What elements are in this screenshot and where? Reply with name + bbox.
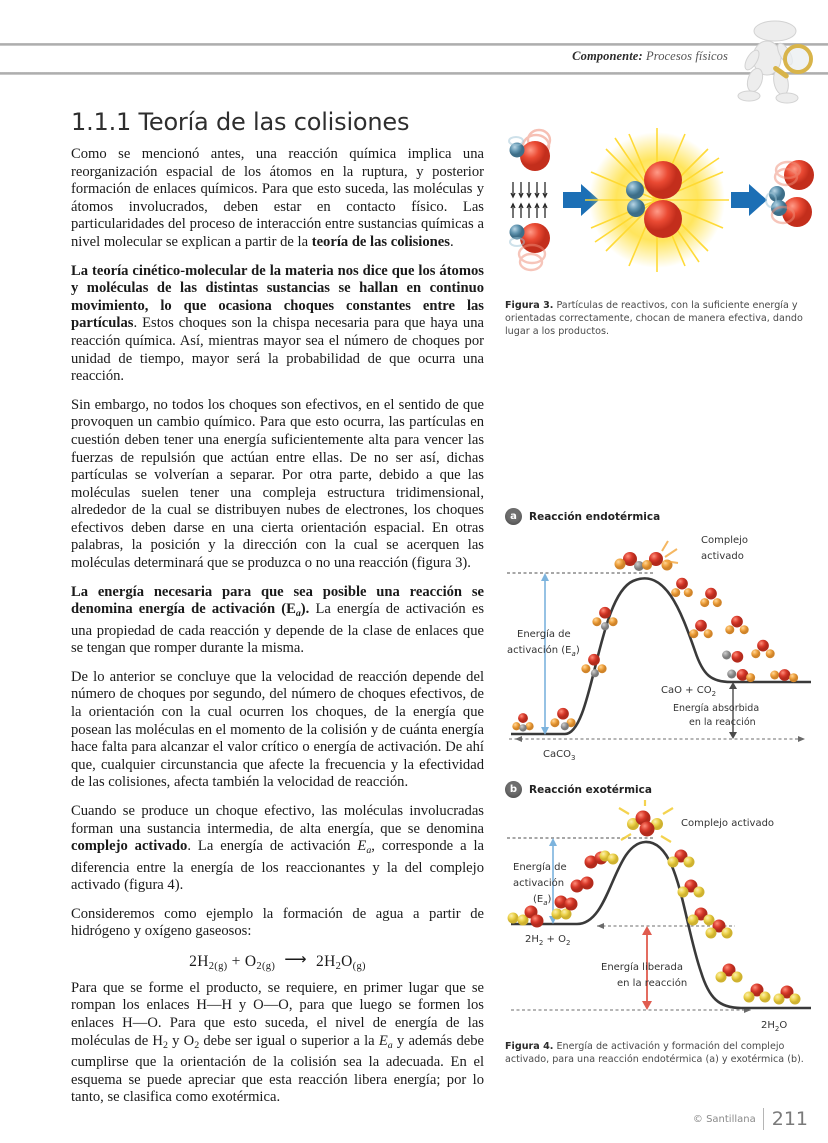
reactant-molecule-bottom — [510, 223, 551, 270]
paragraph-kinetic: La teoría cinético-molecular de la materia nos dice que los átomos y moléculas de las distintas sustancias se hallan en continuo movimiento, lo que ocasiona choques constantes entre las partículas. Estos choques son la chispa necesaria para que haya una reacción química. Así, mientras mayor sea el número de choques por unidad de tiempo, mayor será la probabilidad de que ocurra una reacción. — [71, 262, 485, 385]
figure-3-caption — [505, 299, 823, 338]
panel-b-title: Reacción exotérmica — [529, 783, 652, 796]
label-absorbed-line2: en la reacción — [689, 717, 756, 728]
baseline-arrowhead-icon — [798, 736, 805, 742]
equation-arrow-icon: ⟶ — [284, 950, 307, 968]
reactant-level-arrow-icon — [597, 923, 604, 929]
component-label: Componente: — [572, 49, 643, 63]
label-activation-b-line3: $(E_a)$ — [533, 894, 552, 907]
figure-3-caption-label: Figura 3. — [505, 300, 554, 311]
equation-h2o-sub2: (g) — [352, 960, 366, 972]
paragraph-activation-energy — [71, 584, 484, 658]
paragraph-text: , corresponde a la diferencia entre la energía de los reaccionantes y la del complejo activado (figura 4). — [71, 838, 485, 894]
paragraph-text: y O — [167, 1032, 195, 1049]
process-arrow-2-icon — [731, 184, 767, 216]
panel-a-title: Reacción endotérmica — [529, 510, 661, 523]
label-activation-b-line2: activación — [513, 878, 565, 889]
label-activation-line1: Energía de — [517, 629, 571, 640]
component-value: Procesos físicos — [645, 49, 728, 63]
paragraph-text: debe ser igual o superior a la — [199, 1032, 379, 1049]
figures-column — [505, 120, 823, 1066]
symbol-ea-2: E — [378, 1032, 388, 1049]
paragraph-bond-breaking — [71, 980, 484, 1107]
energy-curve — [511, 578, 811, 734]
copyright-text: © Santillana — [692, 1113, 756, 1125]
equation-plus: + — [231, 952, 241, 970]
label-complejo-activado-b: Complejo activado — [681, 818, 775, 829]
page-title: 1.1.1 Teoría de las colisiones — [71, 108, 410, 136]
label-reactant-caco3: CaCO$_3$ — [543, 749, 576, 762]
product-molecules — [766, 160, 814, 227]
paragraph-water-example: Consideremos como ejemplo la formación de agua a partir de hidrógeno y oxígeno gaseosos: — [71, 905, 484, 940]
motion-lines-icon — [511, 182, 547, 218]
paragraph-text: Para que se forme el producto, se requiere, en primer lugar que se rompan los enlaces H—H y O—O, para que luego se formen los enlaces H—O. Para que esto suceda, el nivel de energía de las moléculas de H — [71, 979, 484, 1049]
term-kinetic-molecular: La teoría cinético-molecular de la materia nos dice que los átomos y moléculas de las distintas sustancias se hallan en continuo movimiento, lo que ocasiona choques constantes entre las partículas — [71, 262, 484, 332]
term-activated-complex: complejo activado — [71, 838, 188, 855]
page-footer — [693, 1108, 808, 1130]
article-column — [71, 108, 484, 1118]
absorbed-arrow-head-down-icon — [729, 732, 737, 739]
label-complejo-line1: Complejo — [701, 535, 749, 546]
label-activation-b-line1: Energía de — [513, 862, 567, 873]
activation-arrow-head-up-icon — [541, 573, 549, 581]
figure-3-illustration — [505, 120, 821, 285]
paragraph-text: Como se mencionó antes, una reacción química implica una reorganización espacial de los átomos en la ruptura, y posterior formación de enlaces químicos. Para que esto suceda, las moléculas y átomos involucrados, deben estar en contacto físico. Las particularidades del proceso de interacción entre sustancias químicas a nivel molecular se explican a partir de la — [71, 146, 484, 250]
label-complejo-line2: activado — [701, 551, 744, 562]
paragraph-text: . La energía de activación — [187, 838, 358, 855]
equation-h2-sub: 2(g) — [208, 960, 228, 972]
term-activation-energy-text: La energía necesaria para que sea posible una reacción se denomina energía de activación (E — [71, 583, 484, 618]
figure-4-caption-text: Energía de activación y formación del complejo activado, para una reacción endotérmica (a) y exotérmica (b). — [505, 1041, 804, 1065]
figure-3-caption-text: Partículas de reactivos, con la suficiente energía y orientadas correctamente, chocan de manera efectiva, dando lugar a los productos. — [505, 300, 803, 337]
term-activation-energy-close: ). — [300, 601, 310, 618]
paragraph-text: La energía de activación es una propiedad de cada reacción y depende de la clase de enlaces que se tengan que romper durante la misma. — [71, 601, 484, 657]
label-released-line1: Energía liberada — [601, 962, 683, 973]
header-rule-bottom — [0, 72, 828, 75]
symbol-ea-sub: a — [366, 844, 372, 856]
chemical-equation — [71, 952, 484, 972]
paragraph-activated-complex — [71, 803, 484, 895]
mascot-illustration — [715, 18, 820, 110]
label-product-h2o-b: $2H_2O$ — [761, 1020, 788, 1033]
paragraph-text: y además debe cumplirse que la orientación de la colisión sea la adecuada. En el esquema se puede apreciar que esta reacción libera energía; por lo tanto, se clasifica como exotérmica. — [71, 1032, 484, 1106]
header-rule-top — [0, 43, 828, 46]
page-number: 211 — [763, 1108, 808, 1130]
equation-reactant-o2: O — [244, 952, 257, 970]
panel-b-header — [505, 781, 823, 798]
collision-burst-icon — [585, 128, 729, 272]
sub-h2: 2 — [162, 1039, 168, 1051]
panel-a-header — [505, 508, 823, 525]
equation-product-o: O — [341, 952, 353, 970]
paragraph-rate-factors: De lo anterior se concluye que la velocidad de reacción depende del número de choques por segundo, del número de choques efectivos, de la orientación con la cual ocurren los choques, de la energía que posean las moléculas en el momento de la colisión y de cuánta energía hace falta para alcanzar el valor crítico o energía de activación. De ahí que, cualquier circunstancia que afecte la frecuencia y la efectividad de las colisiones, afecta también la velocidad de reacción. — [71, 668, 484, 791]
label-reactants-b: $2H_2 + O_2$ — [525, 934, 571, 947]
label-activation-line2: activación $(E_a)$ — [507, 645, 580, 658]
paragraph-text: Estos choques son la chispa necesaria para que haya una reacción química. Así, mientras mayor sea el número de choques por unidad de tiempo, mayor será la probabilidad de que ocurra una reacción. — [71, 315, 485, 385]
exothermic-diagram — [505, 800, 823, 1038]
figure-4-caption — [505, 1040, 823, 1066]
molecule-cluster-products — [671, 578, 798, 682]
label-absorbed-line1: Energía absorbida — [673, 703, 760, 714]
equation-o2-sub: 2(g) — [256, 960, 276, 972]
endothermic-diagram — [505, 527, 823, 775]
reactant-molecule-top — [509, 130, 550, 171]
released-arrow-head-up-icon — [642, 926, 652, 935]
panel-b-badge: b — [505, 781, 522, 798]
molecule-cluster-complex — [615, 541, 679, 571]
symbol-ea: E — [357, 838, 367, 855]
equation-h2o-sub1: 2 — [335, 960, 342, 972]
panel-a-badge: a — [505, 508, 522, 525]
symbol-ea-2-sub: a — [387, 1039, 393, 1051]
complex-spark-icon — [662, 541, 678, 563]
sub-o2: 2 — [194, 1039, 200, 1051]
equation-reactant-h2: 2H — [189, 952, 209, 970]
label-products-cao-co2: CaO + $CO_2$ — [661, 685, 717, 698]
activation-arrow-head-up-icon-b — [549, 838, 557, 846]
paragraph-effective-collisions: Sin embargo, no todos los choques son efectivos, en el sentido de que provoquen un cambio químico. Para que esto ocurra, las partículas en cuestión deben tener una energía suficientemente alta para vencer las fuerzas de repulsión que actúan entre ellas. De no ser así, dichas partículas se volverían a separar. Por otra parte, debido a que las moléculas suelen tener una compleja estructura tridimensional, alrededor de la cual se distribuyen nubes de electrones, los choques efectivos deben darse en una cierta orientación espacial. En otras palabras, la posición y la dirección con la cual se acerquen las moléculas determinará que se produzca o no una reacción (figura 3). — [71, 396, 484, 572]
baseline-arrowhead-left-icon — [515, 736, 522, 742]
released-arrow-head-down-icon — [642, 1001, 652, 1010]
equation-product-h2o: 2H — [316, 952, 336, 970]
molecule-cluster-reactants — [512, 607, 617, 732]
figure-4-caption-label: Figura 4. — [505, 1041, 554, 1052]
label-released-line2: en la reacción — [617, 978, 688, 989]
molecule-cluster-complex-b — [619, 800, 673, 842]
paragraph-intro: Como se mencionó antes, una reacción química implica una reorganización espacial de los átomos en la ruptura, y posterior formación de enlaces químicos. Para que esto suceda, las moléculas y átomos involucrados, deben estar en contacto físico. Las particularidades del proceso de interacción entre sustancias químicas a nivel molecular se explican a partir de la teoría de las colisiones. — [71, 146, 484, 250]
component-header — [572, 49, 728, 64]
term-activation-energy-sub: a — [295, 608, 301, 620]
term-collision-theory: teoría de las colisiones — [311, 233, 450, 250]
paragraph-text: Cuando se produce un choque efectivo, las moléculas involucradas forman una sustancia intermedia, de alta energía, que se denomina — [71, 802, 484, 837]
molecule-cluster-products-b — [668, 850, 801, 1005]
